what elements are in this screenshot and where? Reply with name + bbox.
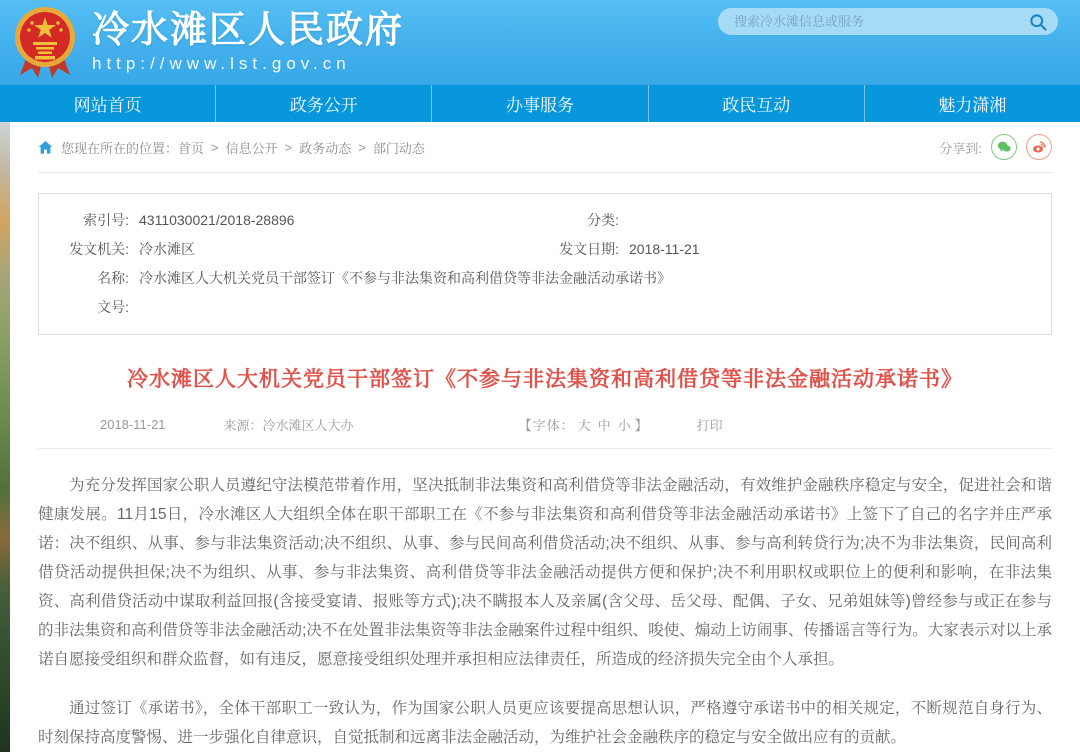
- site-identity: [92, 8, 404, 74]
- background-photo-strip: [0, 122, 10, 752]
- font-size-large-button[interactable]: 大: [577, 418, 592, 433]
- breadcrumb-prefix: 您现在所在的位置：: [61, 140, 179, 156]
- wechat-share-button[interactable]: [991, 134, 1017, 160]
- breadcrumb-item-home[interactable]: 首页: [178, 140, 205, 156]
- index-value: 4311030021/2018-28896: [139, 212, 295, 228]
- font-control-prefix: 【字体：: [518, 418, 575, 433]
- font-control-suffix: 】: [634, 418, 649, 433]
- breadcrumb-separator: >: [284, 139, 293, 155]
- home-icon: [38, 140, 53, 155]
- national-emblem-icon: [12, 6, 78, 80]
- site-title: 冷水滩区人民政府: [92, 9, 404, 50]
- nav-item-home[interactable]: 网站首页: [73, 96, 142, 115]
- name-value: 冷水滩区人大机关党员干部签订《不参与非法集资和高利借贷等非法金融活动承诺书》: [139, 270, 671, 286]
- index-label: 索引号:: [83, 212, 129, 228]
- article-body: [38, 471, 1052, 752]
- print-button[interactable]: 打印: [696, 418, 723, 433]
- article-paragraph-2: 通过签订《承诺书》，全体干部职工一致认为，作为国家公职人员更应该要提高思想认识，严格遵守承诺书中的相关规定，不断规范自身行为、时刻保持高度警惕、进一步强化自律意识，自觉抵制和远离非法金融活动，为维护社会金融秩序的稳定与安全做出应有的贡献。: [38, 700, 1052, 746]
- agency-value: 冷水滩区: [139, 241, 195, 257]
- breadcrumb: [38, 122, 1052, 172]
- breadcrumb-item-dept[interactable]: 部门动态: [372, 140, 425, 156]
- main-nav: [0, 85, 1080, 122]
- article-source: 来源：冷水滩区人大办: [223, 418, 354, 433]
- font-size-control: [519, 415, 649, 434]
- nav-item-gov-info[interactable]: 政务公开: [215, 85, 431, 122]
- article-meta-divider: [38, 448, 1052, 449]
- name-label: 名称:: [97, 270, 129, 286]
- search-icon[interactable]: [1028, 12, 1048, 32]
- pubdate-label: 发文日期:: [559, 241, 619, 257]
- nav-item-services[interactable]: 办事服务: [431, 85, 647, 122]
- meta-row-2: [39, 235, 1051, 264]
- meta-row-1: [39, 206, 1051, 235]
- docno-label: 文号:: [97, 299, 129, 315]
- breadcrumb-item-dynamics[interactable]: 政务动态: [299, 140, 352, 156]
- national-emblem-logo[interactable]: [12, 6, 78, 80]
- search-input[interactable]: [734, 14, 1028, 29]
- agency-label: 发文机关:: [69, 241, 129, 257]
- pubdate-value: 2018-11-21: [629, 241, 700, 257]
- article-paragraph-1: 为充分发挥国家公职人员遵纪守法模范带着作用，坚决抵制非法集资和高利借贷等非法金融活动，有效维护金融秩序稳定与安全，促进社会和谐健康发展。11月15日，冷水滩区人大组织全体在职干部职工在《不参与非法集资和高利借贷等非法金融活动承诺书》上签下了自己的名字并庄严承诺：决不组织、从事、参与非法集资活动;决不组织、从事、参与民间高利借贷活动;决不组织、从事、参与高利转贷行为;决不为非法集资，民间高利借贷活动提供担保;决不为组织、从事、参与非法集资、高利借贷等非法金融活动提供方便和保护;决不利用职权或职位上的便利和影响，在非法集资、高利借贷活动中谋取利益回报(含接受宴请、报账等方式);决不瞒报本人及亲属(含父母、岳父母、配偶、子女、兄弟姐妹等)曾经参与或正在参与的非法集资和高利借贷等非法金融活动;决不在处置非法集资等非法金融案件过程中组织、唆使、煽动上访闹事、传播谣言等行为。大家表示对以上承诺自愿接受组织和群众监督，如有违反，愿意接受组织处理并承担相应法律责任，所造成的经济损失完全由个人承担。: [38, 477, 1052, 668]
- share-area: [939, 134, 1052, 160]
- nav-item-interaction[interactable]: 政民互动: [648, 85, 864, 122]
- article-date: 2018-11-21: [100, 417, 166, 432]
- font-size-medium-button[interactable]: 中: [597, 418, 612, 433]
- weibo-share-button[interactable]: [1026, 134, 1052, 160]
- breadcrumb-separator: >: [211, 139, 219, 155]
- site-url: http://www.lst.gov.cn: [92, 54, 351, 73]
- site-header: [0, 0, 1080, 85]
- site-search: [718, 8, 1058, 35]
- breadcrumb-separator: >: [358, 139, 366, 155]
- article-meta-row: [38, 415, 1052, 434]
- category-label: 分类:: [587, 212, 619, 228]
- nav-item-charm[interactable]: 魅力潇湘: [864, 85, 1080, 122]
- document-meta-box: [38, 193, 1052, 335]
- content-area: [0, 122, 1080, 752]
- meta-row-4: [39, 293, 1051, 322]
- article-title: 冷水滩区人大机关党员干部签订《不参与非法集资和高利借贷等非法金融活动承诺书》: [127, 368, 963, 391]
- font-size-small-button[interactable]: 小: [617, 418, 632, 433]
- weibo-share-icon: [1031, 139, 1047, 155]
- share-label: 分享到:: [939, 140, 982, 156]
- wechat-share-icon: [996, 139, 1012, 155]
- breadcrumb-item-info[interactable]: 信息公开: [225, 140, 278, 156]
- meta-row-3: [39, 264, 1051, 293]
- breadcrumb-divider: [38, 172, 1052, 173]
